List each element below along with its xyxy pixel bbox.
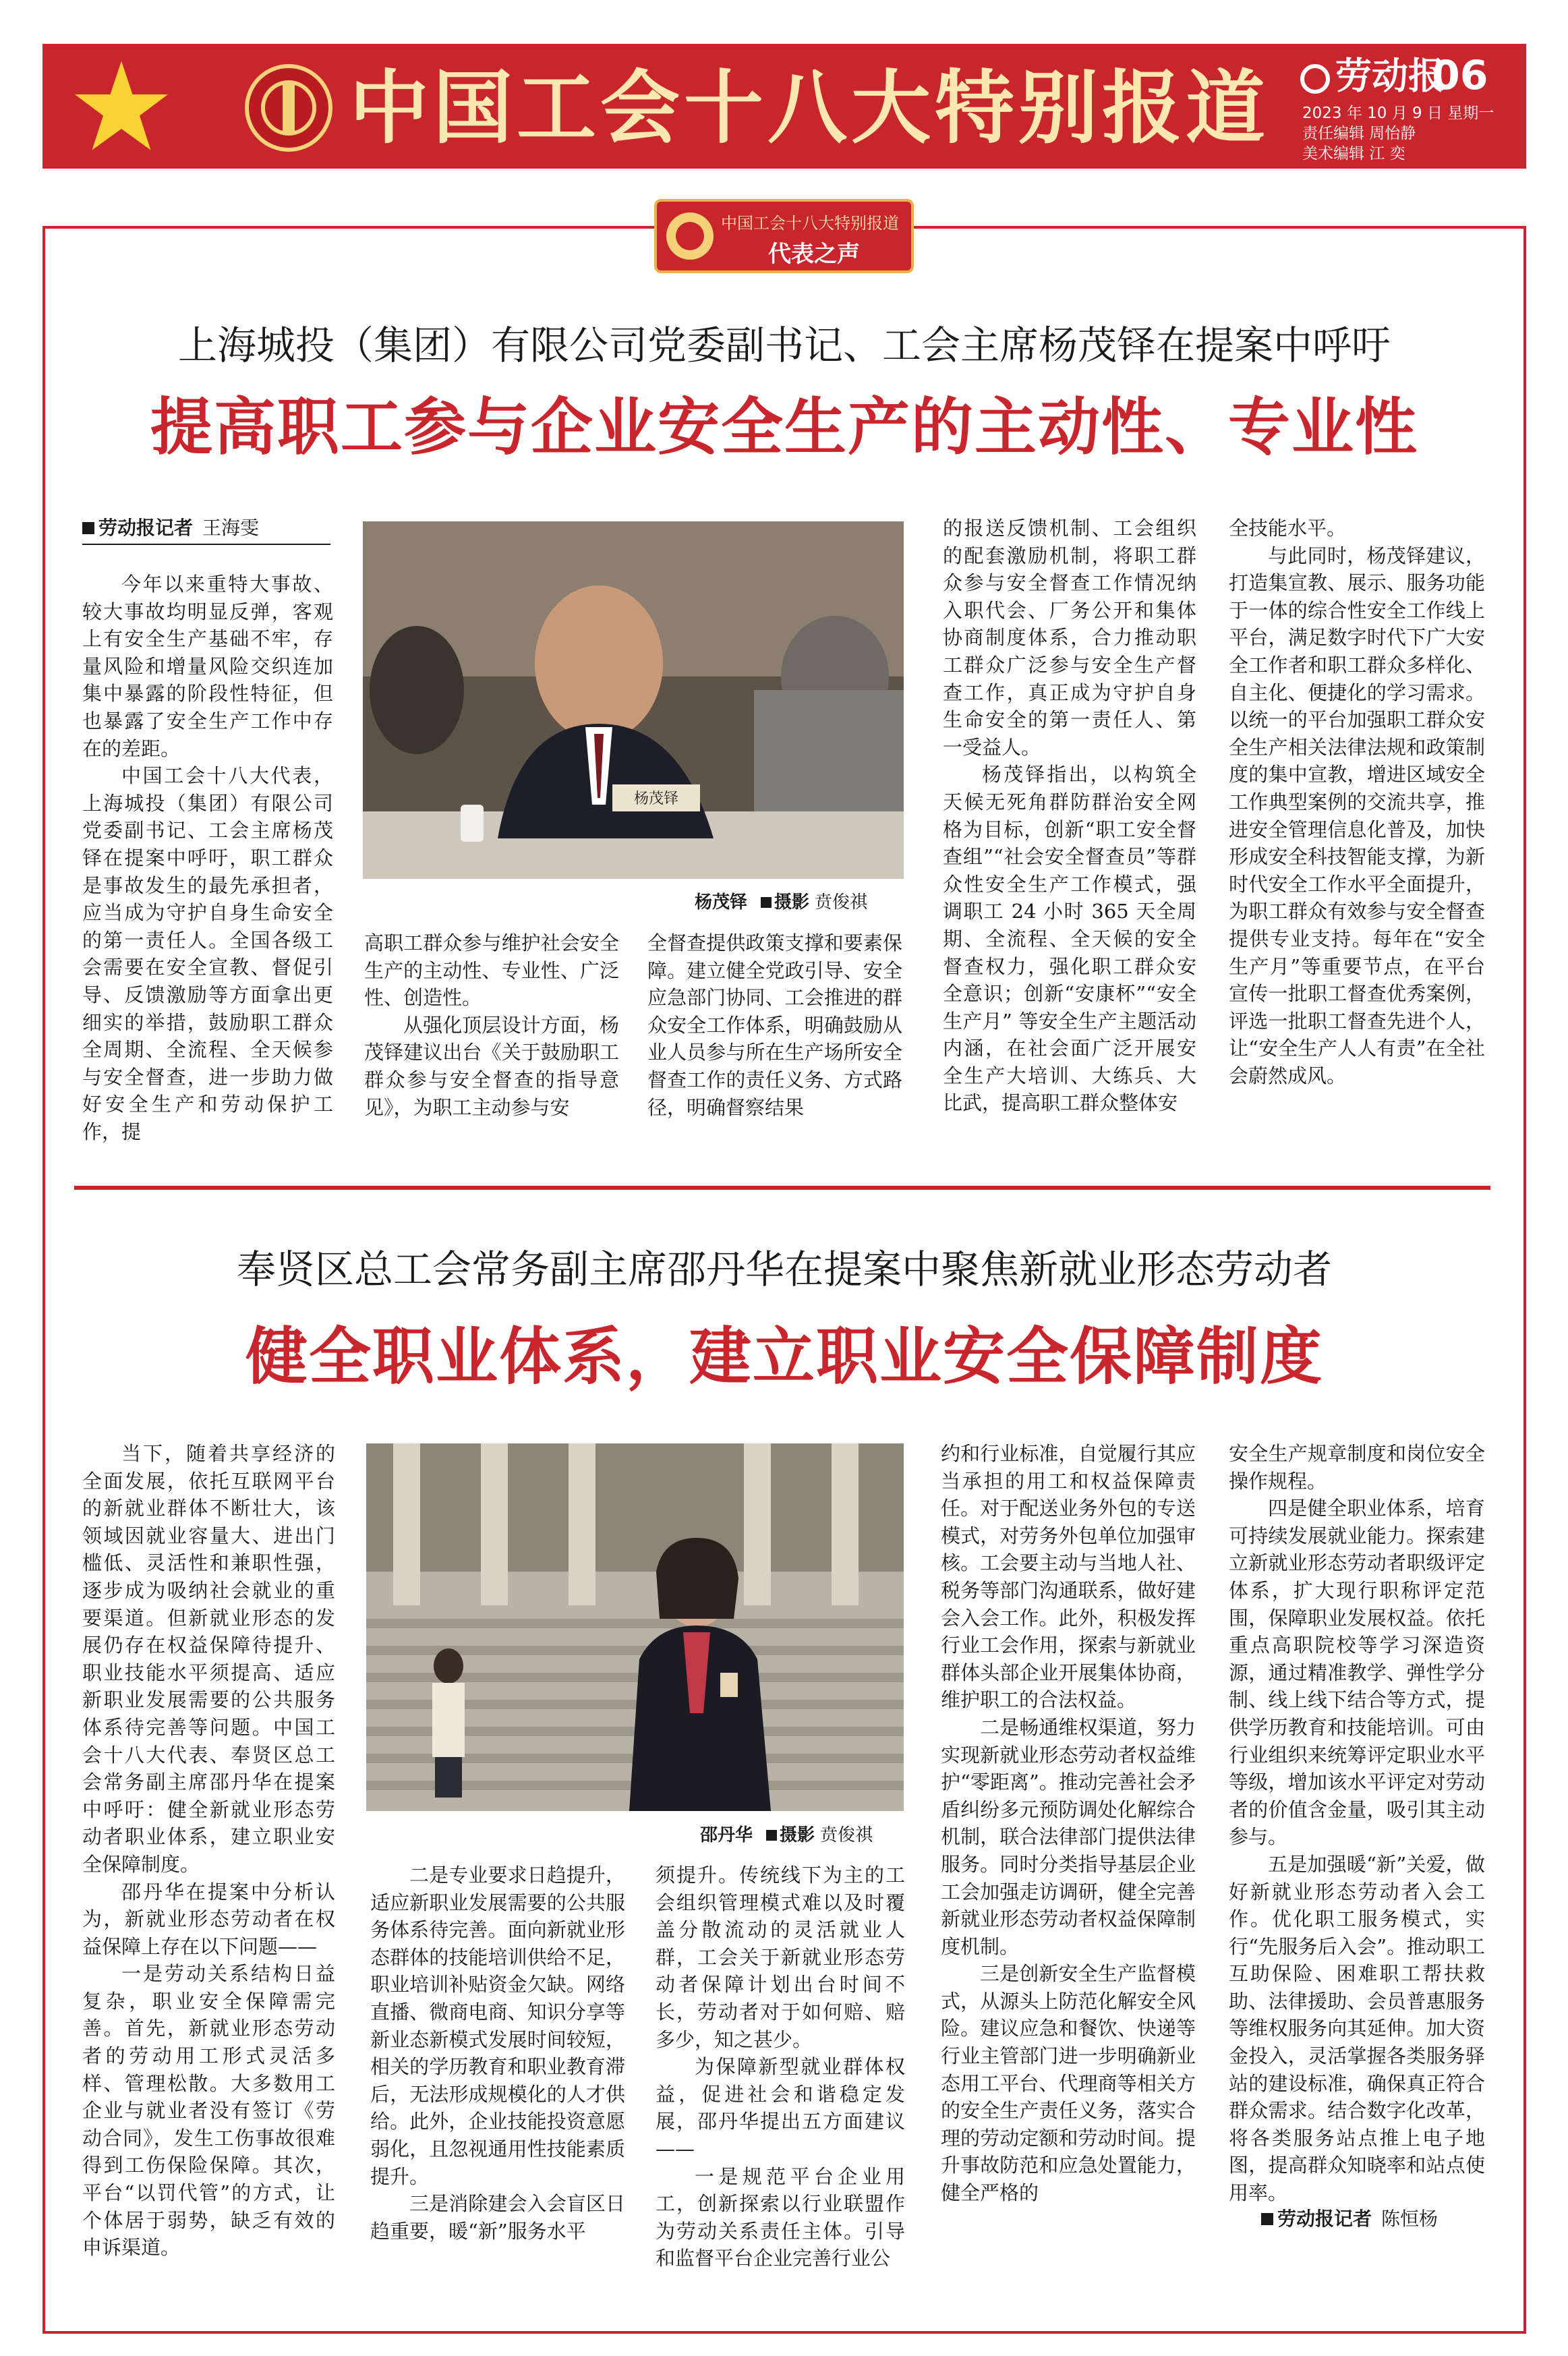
paragraph: 三是消除建会入会盲区日趋重要，暖“新”服务水平 bbox=[370, 2192, 625, 2243]
section-divider bbox=[74, 1186, 1490, 1190]
caption-label: 摄影 bbox=[774, 892, 810, 913]
article1-column-1 bbox=[82, 571, 333, 1143]
article1-headline: 提高职工参与企业安全生产的主动性、专业性 bbox=[150, 391, 1418, 463]
paragraph: 二是畅通维权渠道，努力实现新就业形态劳动者权益维护“零距离”。推动完善社会矛盾纠纷多元预防调处化解综合机制，联合法律部门提供法律服务。同时分类指导基层企业工会加强走访调研，健全完善新就业形态劳动者权益保障制度机制。 bbox=[941, 1715, 1196, 1958]
article2-photo-caption bbox=[700, 1821, 873, 1846]
paragraph: 为保障新型就业群体权益，促进社会和谐稳定发展，邵丹华提出五方面建议—— bbox=[656, 2055, 905, 2160]
caption-subject: 邵丹华 bbox=[700, 1825, 753, 1845]
page-number: 06 bbox=[1432, 52, 1488, 99]
masthead bbox=[42, 44, 1526, 169]
paragraph: 五是加强暖“新”关爱，做好新就业形态劳动者入会工作。优化职工服务模式，实行“先服务后入会”。推动职工互助保险、困难职工帮扶救助、法律援助、会员普惠服务等维权服务向其延伸。加大资金投入，灵活掌握各类服务驿站的建设标准，确保真正符合群众需求。结合数字化改革，将各类服务站点推上电子地图，提高群众知晓率和站点使用率。 bbox=[1229, 1852, 1485, 2205]
paragraph: 约和行业标准，自觉履行其应当承担的用工和权益保障责任。对于配送业务外包的专送模式，对劳务外包单位加强审核。工会要主动与当地人社、税务等部门沟通联系，做好建会入会工作。此外，积极发挥行业工会作用，探索与新就业群体头部企业开展集体协商，维护职工的合法权益。 bbox=[941, 1442, 1196, 1712]
section-badge bbox=[654, 199, 914, 273]
byline-label: 劳动报记者 bbox=[98, 517, 194, 539]
byline-reporter: 陈恒杨 bbox=[1381, 2208, 1439, 2230]
article1-photo bbox=[363, 521, 904, 879]
paragraph: 与此同时，杨茂铎建议，打造集宣教、展示、服务功能于一体的综合性安全工作线上平台，满足数字时代下广大安全工作者和职工群众多样化、自主化、便捷化的学习需求。以统一的平台加强职工群众安全生产相关法律法规和政策制度的集中宣教，增进区域安全工作典型案例的交流共享，推进安全管理信息化普及，加快形成安全科技智能支撑，为新时代安全工作水平全面提升，为职工群众有效参与安全督查提供专业支持。每年在“安全生产月”等重要节点，在平台宣传一批职工督查优秀案例，评选一批职工督查先进个人，让“安全生产人人有责”在全社会蔚然成风。 bbox=[1229, 544, 1485, 1087]
paragraph: 全技能水平。 bbox=[1229, 517, 1347, 540]
issue-date: 2023 年 10 月 9 日 星期一 bbox=[1302, 105, 1494, 122]
article1-byline bbox=[82, 515, 330, 542]
photo-yang-maoduo bbox=[363, 521, 904, 879]
paper-logo-icon bbox=[1300, 64, 1330, 94]
paragraph: 杨茂铎指出，以构筑全天候无死角群防群治安全网格为目标，创新“职工安全督查组”“社会安全督查员”等群众性安全生产工作模式，强调职工 24 小时 365 天全周期、全流程、全天候的安全督查权力，强化职工群众安全意识；创新“安康杯”“安全生产月” 等安全生产主题活动内涵，在社会面广泛开展安全生产大培训、大练兵、大比武，提高职工群众整体安 bbox=[943, 763, 1196, 1115]
paper-name: 劳动报 bbox=[1335, 54, 1445, 97]
article2-byline bbox=[1261, 2206, 1490, 2233]
article1-column-3 bbox=[647, 929, 902, 1143]
paragraph: 一是规范平台企业用工，创新探索以行业联盟作为劳动关系责任主体。引导和监督平台企业完善行业公 bbox=[656, 2164, 905, 2270]
article1-kicker: 上海城投（集团）有限公司党委副书记、工会主席杨茂铎在提案中呼吁 bbox=[177, 322, 1391, 368]
paragraph: 的报送反馈机制、工会组织的配套激励机制，将职工群众参与安全督查工作情况纳入职代会、厂务公开和集体协商制度体系，合力推动职工群众广泛参与安全生产督查工作，真正成为守护自身生命安全的第一责任人、第一受益人。 bbox=[943, 517, 1196, 759]
byline-reporter: 王海雯 bbox=[202, 517, 260, 539]
paragraph: 全督查提供政策支撑和要素保障。建立健全党政引导、安全应急部门协同、工会推进的群众安全工作体系，明确鼓励从业人员参与所在生产场所安全督查工作的责任义务、方式路径，明确督察结果 bbox=[647, 931, 902, 1119]
section-badge-subtitle: 代表之声 bbox=[768, 241, 860, 268]
byline-rule bbox=[82, 544, 330, 545]
paragraph: 二是专业要求日趋提升，适应新职业发展需要的公共服务体系待完善。面向新就业形态群体的技能培训供给不足，职业培训补贴资金欠缺。网络直播、微商电商、知识分享等新业态新模式发展时间较短，相关的学历教育和职业教育滞后，无法形成规模化的人才供给。此外，企业技能投资意愿弱化，且忽视通用性技能素质提升。 bbox=[370, 1864, 625, 2188]
paragraph: 安全生产规章制度和岗位安全操作规程。 bbox=[1229, 1442, 1485, 1493]
article1-column-5 bbox=[1229, 515, 1485, 1143]
caption-photographer: 贲俊祺 bbox=[820, 1825, 873, 1845]
masthead-title: 中国工会十八大特别报道 bbox=[349, 61, 1270, 154]
art-editor: 美术编辑 江 奕 bbox=[1302, 145, 1405, 163]
nameplate-text: 杨茂铎 bbox=[633, 791, 679, 807]
paragraph: 一是劳动关系结构日益复杂，职业安全保障需完善。首先，新就业形态劳动者的劳动用工形式灵活多样、管理松散。大多数用工企业与就业者没有签订《劳动合同》，发生工伤事故很难得到工伤保险保障。其次，平台“以罚代管”的方式，让个体居于弱势，缺乏有效的申诉渠道。 bbox=[82, 1962, 335, 2260]
article2-column-5 bbox=[1229, 1440, 1485, 2205]
article2-column-4 bbox=[941, 1440, 1196, 2243]
article1-photo-caption bbox=[695, 888, 867, 913]
article2-column-2 bbox=[370, 1862, 625, 2243]
article1-column-4 bbox=[943, 515, 1196, 1143]
article2-column-3 bbox=[656, 1862, 905, 2270]
paragraph: 中国工会十八大代表，上海城投（集团）有限公司党委副书记、工会主席杨茂铎在提案中呼吁，职工群众是事故发生的最先承担者，应当成为守护自身生命安全的第一责任人。全国各级工会需要在安全宣教、督促引导、反馈激励等方面拿出更细实的举措，鼓励职工群众全周期、全流程、全天候参与安全督查，进一步助力做好安全生产和劳动保护工作，提 bbox=[82, 764, 333, 1143]
paragraph: 当下，随着共享经济的全面发展，依托互联网平台的新就业群体不断壮大，该领域因就业容量大、进出门槛低、灵活性和兼职性强，逐步成为吸纳社会就业的重要渠道。但新就业形态的发展仍存在权益保障待提升、职业技能水平须提高、适应新职业发展需要的公共服务体系待完善等问题。中国工会十八大代表、奉贤区总工会常务副主席邵丹华在提案中呼吁：健全新就业形态劳动者职业体系，建立职业安全保障制度。 bbox=[82, 1442, 335, 1876]
paragraph: 邵丹华在提案中分析认为，新就业形态劳动者在权益保障上存在以下问题—— bbox=[82, 1880, 335, 1958]
article2-headline: 健全职业体系，建立职业安全保障制度 bbox=[245, 1320, 1323, 1393]
section-badge-title: 中国工会十八大特别报道 bbox=[721, 214, 899, 233]
caption-photographer: 贲俊祺 bbox=[815, 892, 868, 913]
responsible-editor: 责任编辑 周怡静 bbox=[1302, 125, 1416, 142]
paragraph: 从强化顶层设计方面，杨茂铎建议出台《关于鼓励职工群众参与安全督查的指导意见》，为职工主动参与安 bbox=[364, 1013, 619, 1119]
star-icon bbox=[71, 56, 172, 157]
paragraph: 今年以来重特大事故、较大事故均明显反弹，客观上有安全生产基础不牢，存量风险和增量风险交织连加集中暴露的阶段性特征，但也暴露了安全生产工作中存在的差距。 bbox=[82, 573, 333, 760]
union-emblem-icon bbox=[245, 64, 332, 152]
article2-column-1 bbox=[82, 1440, 335, 2260]
paragraph: 三是创新安全生产监督模式，从源头上防范化解安全风险。建议应急和餐饮、快递等行业主管部门进一步明确新业态用工平台、代理商等相关方的安全生产责任义务，落实合理的劳动定额和劳动时间。提升事故防范和应急处置能力，健全严格的 bbox=[941, 1962, 1196, 2205]
byline-label: 劳动报记者 bbox=[1277, 2208, 1372, 2230]
article2-kicker: 奉贤区总工会常务副主席邵丹华在提案中聚焦新就业形态劳动者 bbox=[236, 1246, 1332, 1292]
union-emblem-icon bbox=[666, 212, 714, 260]
photo-shao-danhua bbox=[366, 1443, 904, 1811]
caption-subject: 杨茂铎 bbox=[695, 892, 748, 913]
paragraph: 须提升。传统线下为主的工会组织管理模式难以及时覆盖分散流动的灵活就业人群，工会关于新就业形态劳动者保障计划出台时间不长，劳动者对于如何赔、赔多少，知之甚少。 bbox=[656, 1864, 905, 2051]
article1-column-2 bbox=[364, 929, 619, 1143]
paragraph: 四是健全职业体系，培育可持续发展就业能力。探索建立新就业形态劳动者职级评定体系，扩大现行职称评定范围，保障职业发展权益。依托重点高职院校等学习深造资源，通过精准教学、弹性学分制、线上线下结合等方式，提供学历教育和技能培训。可由行业组织来统筹评定职业水平等级，增加该水平评定对劳动者的价值含金量，吸引其主动参与。 bbox=[1229, 1497, 1485, 1849]
article2-photo bbox=[366, 1443, 904, 1811]
caption-label: 摄影 bbox=[780, 1825, 815, 1845]
paragraph: 高职工群众参与维护社会安全生产的主动性、专业性、广泛性、创造性。 bbox=[364, 931, 619, 1010]
